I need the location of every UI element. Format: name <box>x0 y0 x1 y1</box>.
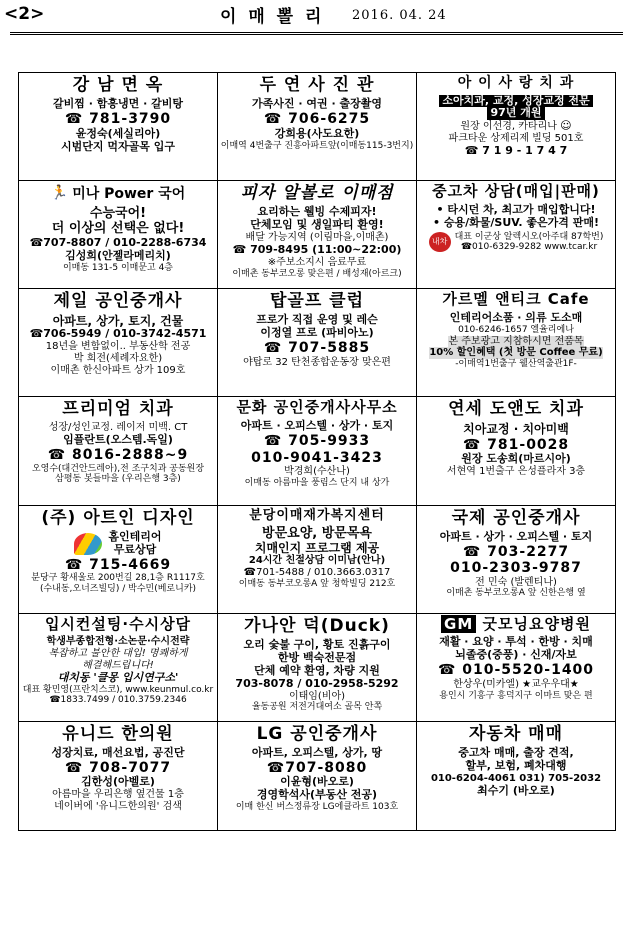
ad-line: 대표 이군상 알렉시오(아주대 87학번) <box>454 231 604 242</box>
ad-line: 뇌졸중(중풍) · 신재/자보 <box>455 648 577 662</box>
ad-line: 원장 이선경, 카타리나 ☺ <box>460 119 572 133</box>
ad-line: 이정열 프로 (파비아노) <box>260 326 374 340</box>
ad-mina-power-korean <box>19 181 218 289</box>
art-logo-block <box>74 531 161 557</box>
ad-line: 김성희(안젤라메리치) <box>65 248 171 262</box>
ad-phone: ☎ 781-0028 <box>462 436 570 453</box>
ad-phone: 010-2303-9787 <box>450 560 582 577</box>
ad-line: 이매촌 한신아파트 상가 109호 <box>50 365 186 377</box>
ad-carmel-antique <box>417 289 615 397</box>
ad-footer <box>429 232 604 253</box>
publication-title: 이 매 뽈 리 <box>220 7 325 27</box>
ad-phone: ☎ 781-3790 <box>64 111 172 128</box>
ad-phone: ☎ 708-7077 <box>64 759 172 776</box>
ad-line: ☎010-6329-9282 www.tcar.kr <box>460 242 598 253</box>
ad-line: 배달 가능지역 (이림마을,이매촌) <box>245 232 389 244</box>
ad-line: 중고차 매매, 출장 견적, <box>458 745 574 759</box>
ad-line: 수능국어! <box>89 206 147 222</box>
ad-line: 이윤형(바오로) <box>280 775 354 789</box>
ad-line: 97년 개원 <box>487 107 544 120</box>
runner-icon: 🏃 <box>50 185 69 202</box>
ad-lg-realty <box>218 722 417 830</box>
ad-premium-dental <box>19 397 218 505</box>
ad-line: 오영수(대건안드레아),전 조구치과 공동원장 <box>31 463 205 474</box>
ad-bundang-welfare <box>218 506 417 614</box>
ad-line: 치아교정 · 치아미백 <box>463 422 569 437</box>
ad-line: 박 희전(세례자요한) <box>73 353 163 365</box>
ad-line: 아파트 · 상가 · 오피스텔 · 토지 <box>439 529 593 543</box>
ad-phone: ☎707-8080 <box>266 759 368 776</box>
ad-line: 10% 할인혜택 (첫 방문 Coffee 무료) <box>429 347 603 359</box>
ad-canaan-duck <box>218 614 417 722</box>
ad-line: 경영학석사(부동산 전공) <box>256 788 378 802</box>
ad-munhwa-realty <box>218 397 417 505</box>
ad-title: 국제 공인중개사 <box>451 507 581 528</box>
ad-unid-clinic <box>19 722 218 830</box>
ad-used-car <box>417 181 615 289</box>
ad-phone: ☎1833.7499 / 010.3759.2346 <box>49 695 187 706</box>
ad-line: 갈비찜 · 함흥냉면 · 갈비탕 <box>53 97 183 111</box>
ad-title: 문화 공인중개사사무소 <box>236 398 398 417</box>
ad-line: 강희용(사도요한) <box>274 126 360 140</box>
ad-line: 전 민숙 (발렌티나) <box>475 576 557 588</box>
ad-line: 24시간 친절상담 이미남(안나) <box>248 555 386 567</box>
ad-phone: 010-9041-3423 <box>251 449 383 466</box>
publication-date: 2016. 04. 24 <box>352 8 447 23</box>
ad-line: 이매촌 동부코오롱A 앞 신한은행 옆 <box>446 588 586 599</box>
ad-line: • 승용/화물/SUV. 좋은가격 판매! <box>433 215 599 229</box>
smile-icon: ☺ <box>560 119 572 133</box>
ad-line: 서현역 1번출구 은성플라자 3층 <box>446 466 586 478</box>
ad-phone: ☎701-5488 / 010.3663.0317 <box>243 567 391 579</box>
ad-phone: ☎ 010-5520-1400 <box>437 662 595 679</box>
ad-title: 피자 알볼로 이매점 <box>240 183 394 204</box>
ad-phone: ☎ 705-9933 <box>263 433 371 450</box>
ad-phone: 703-8078 / 010-2958-5292 <box>235 676 399 690</box>
ad-line: 이매촌 동부코오롱 맞은편 / 배성재(아르크) <box>232 268 402 279</box>
ad-grid <box>18 72 616 831</box>
ad-line: 아름마을 우리은행 옆건물 1층 <box>52 789 184 801</box>
ad-phone: ☎ 709-8495 (11:00~22:00) <box>232 242 402 256</box>
ad-title: GM 굿모닝요양병원 <box>441 616 591 634</box>
ad-line: 대표 황민영(프란치스코), www.keunmul.co.kr <box>22 684 214 695</box>
ad-line: 원장 도송희(마르시아) <box>461 452 571 466</box>
ad-line: • 타시던 차, 최고가 매입합니다! <box>436 202 596 216</box>
ad-gangnam-myeonok <box>19 73 218 181</box>
ad-phone: ☎706-5949 / 010-3742-4571 <box>29 327 207 341</box>
ad-title: 가르멜 앤티크 Cafe <box>442 290 590 309</box>
ad-line: 이매역 4번출구 진흥아파트앞(이매동115-3번지) <box>220 140 414 151</box>
ad-line: 할부, 보험, 폐차대행 <box>465 758 567 772</box>
ad-line: 김한성(아벨로) <box>81 775 155 789</box>
ad-line: 인테리어소품 · 의류 도소매 <box>449 310 583 324</box>
ad-line: 가족사진 · 여권 · 출장촬영 <box>252 97 382 111</box>
ad-line: 해결해드립니다! <box>82 659 154 671</box>
ad-line: -이매역1번출구 웰산역출관1F- <box>455 359 577 370</box>
ad-phone: ☎ 703-2277 <box>462 543 570 560</box>
ad-line: 윤정숙(세실리아) <box>75 126 161 140</box>
ad-title: 자동차 매매 <box>468 723 564 744</box>
ad-title: 프리미엄 치과 <box>62 399 174 420</box>
ad-line: 더 이상의 선택은 없다! <box>51 221 185 237</box>
ad-line: 임플란트(오스템.독일) <box>63 433 173 447</box>
ad-line: 치매인지 프로그램 제공 <box>254 541 380 556</box>
ad-line: 소아치과, 교정, 성장교정 전문 <box>439 95 592 108</box>
art-logo-icon <box>74 533 102 555</box>
ad-line: 이매동 동부코오롱A 앞 청학빌딩 212호 <box>238 578 396 589</box>
ad-top-golf <box>218 289 417 397</box>
ad-line: 이매 한신 버스정류장 LG에클라트 103호 <box>235 802 399 813</box>
ad-line: ※주보소지시 음료무료 <box>267 256 367 268</box>
ad-line: 복잡하고 불안한 대입! 명쾌하게 <box>48 648 188 660</box>
ad-title: (주) 아트인 디자인 <box>41 507 195 528</box>
ad-yonsei-dental <box>417 397 615 505</box>
ad-title: 강 남 면 옥 <box>72 75 164 95</box>
ad-admission-consulting <box>19 614 218 722</box>
ad-line: 재활 · 요양 · 투석 · 한방 · 치매 <box>439 635 593 649</box>
ad-phone: ☎ 7 1 9 - 1 7 4 7 <box>464 144 568 158</box>
ad-line: 아파트 · 오피스텔 · 상가 · 토지 <box>240 419 394 433</box>
ad-title: 유니드 한의원 <box>62 723 174 744</box>
ad-line: 삼평동 봇들마을 (우리은행 3층) <box>55 474 181 485</box>
ad-line: 야탑로 32 탄천종합운동장 맞은편 <box>243 356 391 368</box>
ad-car-dealer <box>417 722 615 830</box>
ad-gukje-realty <box>417 506 615 614</box>
ad-line: 한방 백숙전문점 <box>277 650 357 664</box>
ad-goodmorning-hospital <box>417 614 615 722</box>
ad-line: 아파트, 상가, 토지, 건물 <box>52 314 184 329</box>
ad-pizza-alvolo <box>218 181 417 289</box>
ad-line: 18년을 변함없이.. 부동산학 전공 <box>45 341 191 353</box>
ad-aisarang-dental <box>417 73 615 181</box>
ad-phone: ☎ 8016-2888~9 <box>47 447 189 464</box>
ad-duyeon-photo <box>218 73 417 181</box>
ad-line: 본 주보광고 지참하시면 전품목 <box>448 335 584 347</box>
page-number: <2> <box>4 4 45 24</box>
ad-line: 네이버에 '유니드한의원' 검색 <box>54 801 182 813</box>
ad-line: 방문요양, 방문목욕 <box>262 525 372 541</box>
ad-title: 입시컨설팅·수시상담 <box>44 614 192 633</box>
ad-line: 파크타운 상제리제 빌딩 501호 <box>448 133 584 145</box>
ad-jeil-realty <box>19 289 218 397</box>
ad-title: 제일 공인중개사 <box>53 291 183 312</box>
ad-line: 한상우(미카엘) ★교우우대★ <box>453 678 579 690</box>
ad-line: 대치동 '클몽 입시연구소' <box>57 670 179 684</box>
ad-line: 단체 예약 환영, 차량 지원 <box>254 663 380 677</box>
ad-title: 탑골프 클럽 <box>269 291 365 312</box>
ad-phone: ☎707-8807 / 010-2288-6734 <box>29 235 207 249</box>
ad-line: 요리하는 웰빙 수제피자! <box>257 205 377 219</box>
ad-title: 두 연 사 진 관 <box>259 75 375 95</box>
ad-line: 성장/성인교정. 레이저 미백. CT <box>48 422 188 434</box>
ad-line: (수내동,오너즈빌딩) / 박수민(베로니카) <box>39 583 197 594</box>
ad-phone: ☎ 707-5885 <box>263 340 371 357</box>
ad-line: 시범단지 먹자골목 입구 <box>61 139 175 153</box>
ad-line: 성장치료, 매선요법, 공진단 <box>51 745 185 759</box>
ad-line: 홈인테리어 <box>108 529 162 543</box>
ad-line: 분당구 황새울로 200번길 28,1층 R1117호 <box>31 573 205 584</box>
ad-title: 가나안 덕(Duck) <box>244 615 390 636</box>
ad-phone: 010-6204-4061 031) 705-2032 <box>430 772 602 784</box>
ad-title: 중고차 상담(매입|판매) <box>432 182 600 201</box>
ad-title: 연세 도앤도 치과 <box>448 399 584 420</box>
mina-logo: 🏃 미나 Power 국어 <box>50 185 186 203</box>
ad-title: LG 공인중개사 <box>256 723 378 744</box>
ad-line: 이태임(비아) <box>288 690 346 702</box>
ad-line: 박경희(수산나) <box>284 466 350 478</box>
ad-line: 프로가 직접 운영 및 레슨 <box>256 313 378 327</box>
ad-title: 아 이 사 랑 치 과 <box>457 75 575 91</box>
ad-line: 오리 숯불 구이, 황토 진흙구이 <box>243 637 391 651</box>
ad-phone: ☎ 715-4669 <box>64 556 172 573</box>
ad-phone: ☎ 706-6275 <box>263 111 371 128</box>
ad-line: 용인시 기흥구 흥덕지구 이마트 맞은 편 <box>439 690 593 701</box>
ad-line: 학생부종합전형·소논문·수시전략 <box>46 636 190 648</box>
hospital-logo-icon: GM <box>441 615 476 633</box>
ad-line: 아파트, 오피스텔, 상가, 땅 <box>251 745 383 759</box>
ad-line: 율동공원 저전거대여소 골목 안쪽 <box>251 702 383 713</box>
ad-title: 분당이매재가복지센터 <box>249 507 385 523</box>
ad-line: 010-6246-1657 엘율리에나 <box>458 324 574 335</box>
ad-artin-design <box>19 506 218 614</box>
ad-line: 최수기 (바오로) <box>477 783 555 797</box>
ad-line: 단체모임 및 생일파티 환영! <box>250 218 384 232</box>
car-badge-icon: 내차 <box>429 232 451 252</box>
ad-line: 무료상담 <box>113 542 157 556</box>
ad-line: 이매동 아름마을 풍림스 단지 내 상가 <box>244 477 390 488</box>
ad-line: 이매동 131-5 이매문고 4층 <box>62 262 173 273</box>
